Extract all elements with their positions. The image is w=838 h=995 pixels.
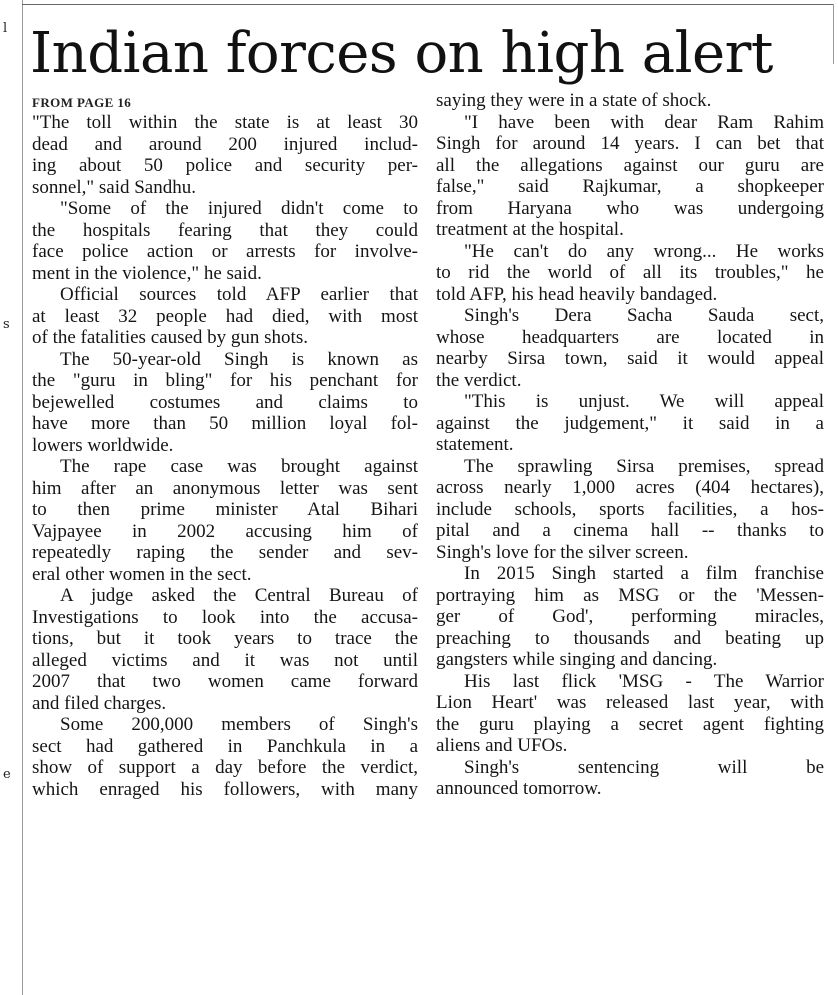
text-line: The rape case was brought against bbox=[60, 456, 418, 477]
text-line: The sprawling Sirsa premises, spread bbox=[464, 455, 824, 477]
text-line: "Some of the injured didn't come to bbox=[60, 198, 418, 219]
text-line: statement. bbox=[436, 434, 514, 455]
text-line: A judge asked the Central Bureau of bbox=[60, 585, 418, 606]
text-line: ing about 50 police and security per- bbox=[32, 155, 418, 176]
text-line: which enraged his followers, with many bbox=[32, 778, 418, 800]
text-line: told AFP, his head heavily bandaged. bbox=[436, 283, 718, 305]
text-line: lowers worldwide. bbox=[32, 434, 174, 456]
text-line: tions, but it took years to trace the bbox=[32, 628, 418, 649]
adjacent-column-strip bbox=[0, 0, 23, 995]
text-line: Lion Heart' was released last year, with bbox=[436, 692, 824, 713]
text-line: treatment at the hospital. bbox=[436, 219, 624, 240]
article-headline: Indian forces on high alert bbox=[30, 21, 773, 86]
article-column-left bbox=[32, 94, 418, 800]
text-line: His last flick 'MSG - The Warrior bbox=[464, 670, 824, 692]
text-line: "This is unjust. We will appeal bbox=[464, 391, 824, 412]
text-line: Some 200,000 members of Singh's bbox=[60, 714, 418, 735]
text-line: across nearly 1,000 acres (404 hectares), bbox=[436, 477, 824, 498]
text-line: dead and around 200 injured includ- bbox=[32, 133, 418, 155]
text-line: pital and a cinema hall -- thanks to bbox=[436, 520, 824, 541]
text-line: of the fatalities caused by gun shots. bbox=[32, 327, 308, 348]
text-line: "The toll within the state is at least 30 bbox=[32, 112, 418, 133]
text-line: him after an anonymous letter was sent bbox=[32, 477, 418, 499]
text-line: the verdict. bbox=[436, 369, 522, 391]
adjacent-column-fragment: s bbox=[3, 317, 10, 332]
text-line: include schools, sports facilities, a hos- bbox=[436, 498, 824, 520]
text-line: aliens and UFOs. bbox=[436, 735, 568, 756]
text-line: all the allegations against our guru are bbox=[436, 154, 824, 176]
text-line: have more than 50 million loyal fol- bbox=[32, 413, 418, 434]
text-line: Singh's sentencing will be bbox=[464, 756, 824, 778]
text-line: the guru playing a secret agent fighting bbox=[436, 713, 824, 735]
text-line: whose headquarters are located in bbox=[436, 326, 824, 348]
text-line: the hospitals fearing that they could bbox=[32, 219, 418, 241]
adjacent-column-fragment: l bbox=[3, 21, 8, 36]
text-line: Vajpayee in 2002 accusing him of bbox=[32, 520, 418, 542]
text-line: nearby Sirsa town, said it would appeal bbox=[436, 348, 824, 369]
text-line: at least 32 people had died, with most bbox=[32, 305, 418, 327]
text-line: Investigations to look into the accusa- bbox=[32, 606, 418, 628]
text-line: Singh for around 14 years. I can bet that bbox=[436, 133, 824, 154]
text-line: false," said Rajkumar, a shopkeeper bbox=[436, 176, 824, 197]
text-line: "I have been with dear Ram Rahim bbox=[464, 111, 824, 133]
text-line: to rid the world of all its troubles," he bbox=[436, 262, 824, 283]
text-line: In 2015 Singh started a film franchise bbox=[464, 563, 824, 584]
text-line: face police action or arrests for involve- bbox=[32, 241, 418, 262]
text-line: against the judgement," it said in a bbox=[436, 412, 824, 434]
text-line: Singh's Dera Sacha Sauda sect, bbox=[464, 305, 824, 326]
text-line: show of support a day before the verdict, bbox=[32, 757, 418, 778]
text-line: Singh's love for the silver screen. bbox=[436, 541, 689, 563]
text-line: gangsters while singing and dancing. bbox=[436, 649, 718, 670]
text-line: saying they were in a state of shock. bbox=[436, 90, 712, 111]
article-column-right bbox=[436, 90, 824, 800]
top-rule-divider bbox=[22, 4, 834, 5]
text-line: ment in the violence," he said. bbox=[32, 262, 262, 284]
text-line: sect had gathered in Panchkula in a bbox=[32, 735, 418, 757]
text-line: "He can't do any wrong... He works bbox=[464, 240, 824, 262]
text-line: announced tomorrow. bbox=[436, 778, 602, 799]
text-line: portraying him as MSG or the 'Messen- bbox=[436, 584, 824, 606]
text-line: alleged victims and it was not until bbox=[32, 649, 418, 671]
text-line: ger of God', performing miracles, bbox=[436, 606, 824, 627]
text-line: The 50-year-old Singh is known as bbox=[60, 348, 418, 370]
continuation-kicker: FROM PAGE 16 bbox=[32, 95, 132, 110]
text-line: the "guru in bling" for his penchant for bbox=[32, 370, 418, 391]
text-line: sonnel," said Sandhu. bbox=[32, 176, 196, 198]
right-rule-divider bbox=[833, 4, 834, 64]
text-line: preaching to thousands and beating up bbox=[436, 627, 824, 649]
text-line: Official sources told AFP earlier that bbox=[60, 284, 418, 305]
text-line: and filed charges. bbox=[32, 692, 167, 714]
text-line: 2007 that two women came forward bbox=[32, 671, 418, 692]
text-line: repeatedly raping the sender and sev- bbox=[32, 542, 418, 563]
text-line: eral other women in the sect. bbox=[32, 563, 252, 585]
adjacent-column-fragment: e bbox=[3, 767, 11, 782]
text-line: bejewelled costumes and claims to bbox=[32, 391, 418, 413]
text-line: to then prime minister Atal Bihari bbox=[32, 499, 418, 520]
text-line: from Haryana who was undergoing bbox=[436, 197, 824, 219]
